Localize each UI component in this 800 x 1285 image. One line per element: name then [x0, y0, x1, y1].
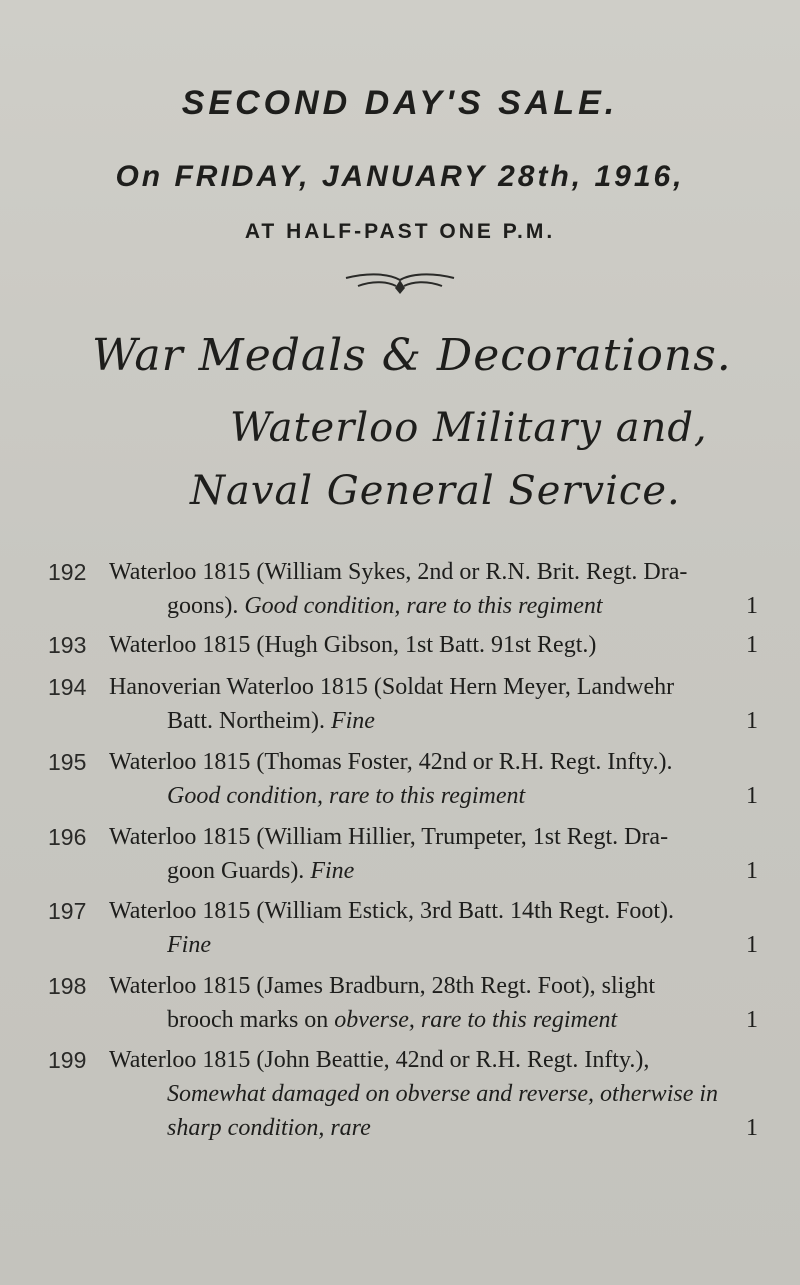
lot-quantity: 1	[746, 858, 758, 884]
lot-quantity: 1	[746, 783, 758, 809]
sale-date: On FRIDAY, JANUARY 28th, 1916,	[115, 160, 685, 193]
lot-description: Waterloo 1815 (John Beattie, 42nd or R.H. Regt. Infty.),	[109, 1047, 650, 1073]
section-subheading-naval: Naval General Service.	[190, 468, 681, 514]
lot-description: Waterloo 1815 (William Hillier, Trumpeter, 1st Regt. Dra-	[109, 824, 669, 850]
lot-number: 199	[48, 1047, 87, 1073]
lot-description-cont	[167, 928, 758, 962]
lot-condition: Somewhat damaged on obverse and reverse, otherwise in	[167, 1081, 719, 1107]
lot-description-cont	[167, 704, 758, 738]
lot-description-cont	[167, 1003, 758, 1037]
flourish-ornament-icon	[340, 266, 460, 300]
lot-text: brooch marks on	[167, 1007, 335, 1033]
lot-description: Waterloo 1815 (Hugh Gibson, 1st Batt. 91st Regt.)	[109, 632, 597, 658]
lot-description-cont	[167, 1077, 758, 1111]
lot-number: 192	[48, 559, 87, 585]
lot-condition: obverse, rare to this regiment	[334, 1007, 618, 1033]
lot-number: 195	[48, 749, 87, 775]
lot-number: 198	[48, 973, 87, 999]
lot-text: Batt. Northeim).	[167, 708, 331, 734]
lot-text: goons).	[167, 593, 245, 619]
lot-condition: Fine	[167, 932, 211, 958]
lot-quantity: 1	[746, 1007, 758, 1033]
section-subheading-waterloo: Waterloo Military and,	[230, 405, 708, 451]
lot-number: 196	[48, 824, 87, 850]
lot-quantity: 1	[746, 1115, 758, 1141]
lot-number: 193	[48, 632, 87, 658]
lot-description-cont	[167, 1111, 758, 1145]
lot-description: Waterloo 1815 (William Estick, 3rd Batt. 14th Regt. Foot).	[109, 898, 675, 924]
lot-quantity: 1	[746, 632, 758, 658]
lot-quantity: 1	[746, 708, 758, 734]
lot-description: Waterloo 1815 (James Bradburn, 28th Regt. Foot), slight	[109, 973, 655, 999]
lot-text: goon Guards).	[167, 858, 311, 884]
lot-number: 197	[48, 898, 87, 924]
lot-condition: Good condition, rare to this regiment	[167, 783, 526, 809]
lot-quantity: 1	[746, 593, 758, 619]
lot-condition: Fine	[310, 858, 355, 884]
lot-condition: Good condition, rare to this regiment	[244, 593, 603, 619]
lot-description-cont	[167, 589, 758, 623]
lot-description: Waterloo 1815 (William Sykes, 2nd or R.N. Brit. Regt. Dra-	[109, 559, 688, 585]
lot-number: 194	[48, 674, 87, 700]
page-title: SECOND DAY'S SALE.	[181, 84, 619, 122]
lot-description-cont	[167, 854, 758, 888]
lot-description-cont	[167, 779, 758, 813]
sale-time: AT HALF-PAST ONE P.M.	[244, 220, 556, 243]
lot-quantity: 1	[746, 932, 758, 958]
section-heading-medals: War Medals & Decorations.	[92, 330, 732, 381]
lot-condition: Fine	[330, 708, 375, 734]
lot-condition: sharp condition, rare	[167, 1115, 371, 1141]
lot-description: Hanoverian Waterloo 1815 (Soldat Hern Meyer, Landwehr	[109, 674, 675, 700]
lot-description: Waterloo 1815 (Thomas Foster, 42nd or R.H. Regt. Infty.).	[109, 749, 673, 775]
